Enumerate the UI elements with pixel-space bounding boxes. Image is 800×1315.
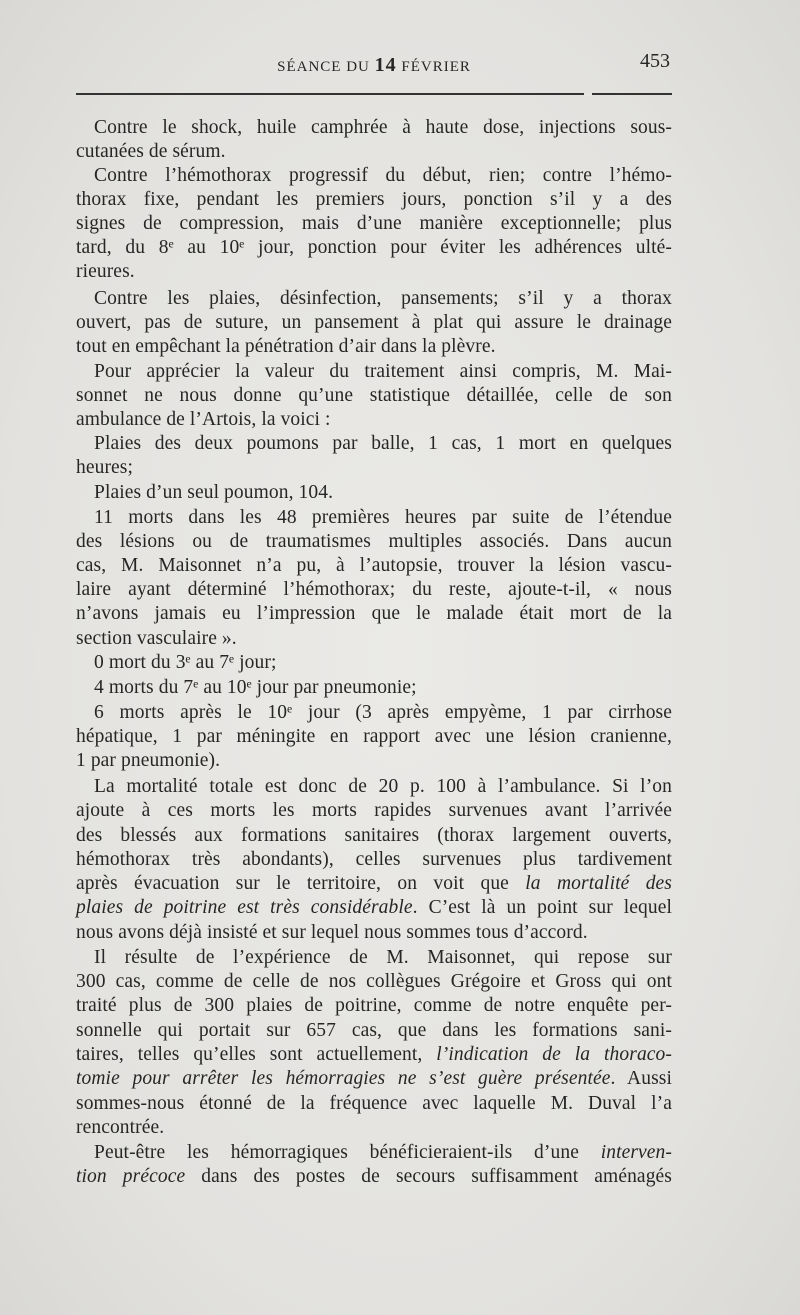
text-segment: sommes-nous étonné de la fréquence avec laquelle M. Duval l’a xyxy=(76,1093,672,1114)
italic-text: tomie pour arrêter les hémorragies ne s’est guère présentée xyxy=(76,1068,611,1089)
italic-text: plaies de poitrine est très considérable xyxy=(76,897,413,918)
page-header xyxy=(76,50,672,80)
text-line xyxy=(76,749,672,773)
text-line xyxy=(76,994,672,1018)
text-segment: hémothorax très abondants), celles survenues plus tardivement xyxy=(76,849,672,870)
text-line xyxy=(76,1092,672,1116)
text-segment: Contre l’hémothorax progressif du début, rien; contre l’hémo- xyxy=(94,165,672,186)
text-segment: Il résulte de l’expérience de M. Maisonnet, qui repose sur xyxy=(94,947,672,968)
text-segment: . C’est là un point sur lequel xyxy=(412,897,672,918)
text-segment: après évacuation sur le territoire, on voit que xyxy=(76,873,526,894)
text-line xyxy=(76,848,672,872)
text-segment: . Aussi xyxy=(610,1068,672,1089)
header-rule xyxy=(76,93,672,95)
italic-text: l’indication de la thoraco- xyxy=(436,1044,672,1065)
text-line xyxy=(76,335,672,359)
text-line xyxy=(94,701,672,725)
text-segment: traité plus de 300 plaies de poitrine, comme de notre enquête per- xyxy=(76,995,672,1016)
text-line xyxy=(76,260,672,284)
text-line xyxy=(76,1019,672,1043)
text-line xyxy=(76,188,672,212)
text-line xyxy=(76,799,672,823)
running-head xyxy=(76,54,672,77)
text-segment: La mortalité totale est donc de 20 p. 100 à l’ambulance. Si l’on xyxy=(94,776,672,797)
text-line xyxy=(76,1116,672,1140)
italic-text: interven- xyxy=(600,1142,672,1163)
text-line xyxy=(76,970,672,994)
text-line xyxy=(94,164,672,188)
text-segment: nous avons déjà insisté et sur lequel nous sommes tous d’accord. xyxy=(76,922,588,943)
text-line xyxy=(76,212,672,236)
text-segment: rencontrée. xyxy=(76,1117,165,1138)
text-segment: ajoute à ces morts les morts rapides survenues avant l’arrivée xyxy=(76,800,672,821)
text-line xyxy=(94,116,672,140)
text-segment: signes de compression, mais d’une manière exceptionnelle; plus xyxy=(76,213,672,234)
text-line xyxy=(76,824,672,848)
text-line xyxy=(76,554,672,578)
text-line xyxy=(94,676,672,700)
text-line xyxy=(94,1141,672,1165)
text-segment: tard, du 8ᵉ au 10ᵉ jour, ponction pour éviter les adhérences ulté- xyxy=(76,237,672,258)
text-line xyxy=(94,651,672,675)
text-line xyxy=(76,140,672,164)
text-line xyxy=(76,384,672,408)
text-line xyxy=(76,896,672,920)
text-segment: 6 morts après le 10ᵉ jour (3 après empyème, 1 par cirrhose xyxy=(94,702,672,723)
text-segment: 0 mort du 3ᵉ au 7ᵉ jour; xyxy=(94,652,277,673)
text-line xyxy=(76,725,672,749)
text-line xyxy=(76,602,672,626)
text-line xyxy=(76,456,672,480)
text-line xyxy=(94,506,672,530)
text-segment: Plaies des deux poumons par balle, 1 cas, 1 mort en quelques xyxy=(94,433,672,454)
text-line xyxy=(94,432,672,456)
text-segment: tout en empêchant la pénétration d’air dans la plèvre. xyxy=(76,336,496,357)
text-segment: laire ayant déterminé l’hémothorax; du reste, ajoute-t-il, « nous xyxy=(76,579,672,600)
text-segment: heures; xyxy=(76,457,134,478)
text-segment: Peut-être les hémorragiques bénéficieraient-ils d’une xyxy=(94,1142,601,1163)
text-line xyxy=(76,1043,672,1067)
text-segment: Contre le shock, huile camphrée à haute dose, injections sous- xyxy=(94,117,672,138)
text-line xyxy=(76,311,672,335)
text-line xyxy=(76,1165,672,1189)
text-segment: des lésions ou de traumatismes multiples associés. Dans aucun xyxy=(76,531,672,552)
text-segment: rieures. xyxy=(76,261,135,282)
text-segment: ambulance de l’Artois, la voici : xyxy=(76,409,331,430)
italic-text: tion précoce xyxy=(76,1166,186,1187)
text-segment: des blessés aux formations sanitaires (thorax largement ouverts, xyxy=(76,825,672,846)
text-segment: 4 morts du 7ᵉ au 10ᵉ jour par pneumonie; xyxy=(94,677,417,698)
text-segment: n’avons jamais eu l’impression que le malade était mort de la xyxy=(76,603,672,624)
text-line xyxy=(94,946,672,970)
text-segment: sonnet ne nous donne qu’une statistique détaillée, celle de son xyxy=(76,385,672,406)
text-segment: 1 par pneumonie). xyxy=(76,750,221,771)
page-number: 453 xyxy=(640,50,670,72)
text-segment: 11 morts dans les 48 premières heures par suite de l’étendue xyxy=(94,507,672,528)
header-rule-gap xyxy=(584,93,592,96)
text-line xyxy=(94,360,672,384)
text-segment: ouvert, pas de suture, un pansement à plat qui assure le drainage xyxy=(76,312,672,333)
text-line xyxy=(94,481,672,505)
text-line xyxy=(76,530,672,554)
text-line xyxy=(76,872,672,896)
text-line xyxy=(76,408,672,432)
text-segment: section vasculaire ». xyxy=(76,628,237,649)
text-segment: Plaies d’un seul poumon, 104. xyxy=(94,482,334,503)
running-head-text: SÉANCE DU xyxy=(277,59,375,75)
text-segment: taires, telles qu’elles sont actuellement, xyxy=(76,1044,437,1065)
text-line xyxy=(76,1067,672,1091)
text-line xyxy=(94,287,672,311)
text-line xyxy=(94,775,672,799)
text-segment: thorax fixe, pendant les premiers jours, ponction s’il y a des xyxy=(76,189,672,210)
text-segment: sonnelle qui portait sur 657 cas, que dans les formations sani- xyxy=(76,1020,672,1041)
text-line xyxy=(76,236,672,260)
text-segment: cutanées de sérum. xyxy=(76,141,226,162)
text-segment: Pour apprécier la valeur du traitement ainsi compris, M. Mai- xyxy=(94,361,672,382)
text-segment: Contre les plaies, désinfection, pansements; s’il y a thorax xyxy=(94,288,672,309)
italic-text: la mortalité des xyxy=(525,873,672,894)
text-line xyxy=(76,921,672,945)
text-segment: cas, M. Maisonnet n’a pu, à l’autopsie, trouver la lésion vascu- xyxy=(76,555,672,576)
text-segment: dans des postes de secours suffisamment aménagés xyxy=(185,1166,672,1187)
text-segment: 300 cas, comme de celle de nos collègues Grégoire et Gross qui ont xyxy=(76,971,672,992)
text-line xyxy=(76,578,672,602)
text-segment: hépatique, 1 par méningite en rapport avec une lésion cranienne, xyxy=(76,726,672,747)
text-line xyxy=(76,627,672,651)
running-head-day: 14 xyxy=(374,54,397,76)
running-head-month: FÉVRIER xyxy=(396,59,471,75)
